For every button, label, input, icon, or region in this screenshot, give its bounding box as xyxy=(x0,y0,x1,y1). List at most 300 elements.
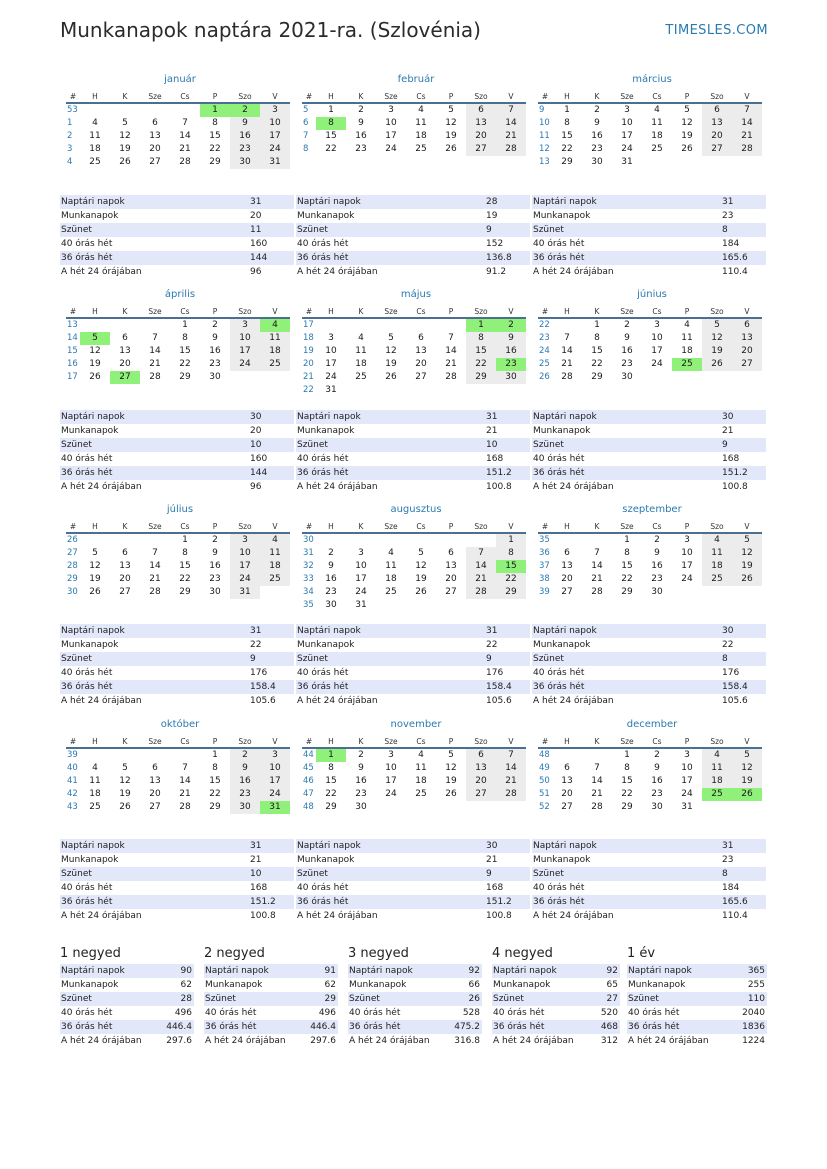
day-cell: 14 xyxy=(591,561,603,571)
day-cell: 23 xyxy=(230,788,260,801)
stat-value: 9 xyxy=(486,654,492,664)
stat-value: 29 xyxy=(324,994,336,1004)
stat-value: 62 xyxy=(324,980,336,990)
day-cell: 30 xyxy=(651,587,663,597)
stat-value: 176 xyxy=(250,668,268,678)
day-cell: 17 xyxy=(230,560,260,573)
month-calendar xyxy=(538,89,766,182)
stat-row xyxy=(532,638,766,652)
month-stats xyxy=(532,410,766,494)
stat-label: Naptári napok xyxy=(533,197,597,207)
stat-row xyxy=(348,992,482,1006)
day-cell: 9 xyxy=(230,117,260,130)
day-cell: 3 xyxy=(260,749,290,762)
stat-value: 176 xyxy=(722,668,740,678)
day-cell: 4 xyxy=(418,750,424,760)
stat-row xyxy=(627,978,767,992)
day-cell: 16 xyxy=(355,776,367,786)
stat-value: 8 xyxy=(722,654,728,664)
day-cell: 3 xyxy=(654,320,660,330)
day-cell: 12 xyxy=(89,561,101,571)
stat-value: 30 xyxy=(486,841,498,851)
stat-label: Szünet xyxy=(61,869,92,879)
day-cell: 9 xyxy=(496,332,526,345)
day-cell: 2 xyxy=(594,105,600,115)
stat-label: Munkanapok xyxy=(297,211,355,221)
week-number: 13 xyxy=(539,157,550,167)
day-cell: 11 xyxy=(702,762,732,775)
empty-cell xyxy=(702,801,732,814)
day-cell: 28 xyxy=(466,586,496,599)
stat-label: A hét 24 órájában xyxy=(533,911,614,921)
month-12 xyxy=(538,716,766,827)
day-cell: 10 xyxy=(385,763,397,773)
day-cell: 12 xyxy=(702,332,732,345)
day-cell: 6 xyxy=(152,118,158,128)
day-cell: 11 xyxy=(415,118,427,128)
stat-row xyxy=(532,480,766,494)
day-cell: 4 xyxy=(92,118,98,128)
empty-cell xyxy=(436,534,466,547)
stat-row xyxy=(204,992,338,1006)
stat-row xyxy=(60,424,294,438)
week-number: 14 xyxy=(67,333,78,343)
stat-label: Munkanapok xyxy=(533,855,591,865)
weekday-header: P xyxy=(200,734,230,749)
empty-cell xyxy=(406,384,436,397)
stat-label: 40 órás hét xyxy=(297,883,349,893)
stat-label: Szünet xyxy=(205,994,236,1004)
stat-value: 30 xyxy=(722,412,734,422)
stat-row xyxy=(296,452,530,466)
stat-value: 151.2 xyxy=(250,897,276,907)
day-cell: 19 xyxy=(732,775,762,788)
stat-row xyxy=(492,964,620,978)
weekday-header: K xyxy=(582,519,612,534)
day-cell: 31 xyxy=(621,157,633,167)
empty-cell xyxy=(376,599,406,612)
stat-value: 26 xyxy=(468,994,480,1004)
day-cell: 8 xyxy=(594,333,600,343)
stat-row xyxy=(296,466,530,480)
weekday-header: Cs xyxy=(642,89,672,104)
stat-label: 40 órás hét xyxy=(297,454,349,464)
week-number: 44 xyxy=(303,750,314,760)
day-cell: 7 xyxy=(448,333,454,343)
day-cell: 28 xyxy=(591,802,603,812)
quarter-title: 3 negyed xyxy=(348,946,409,961)
day-cell: 22 xyxy=(209,789,221,799)
quarter-block xyxy=(204,944,338,1048)
week-number: 28 xyxy=(67,561,78,571)
day-cell: 29 xyxy=(591,372,603,382)
month-9 xyxy=(538,501,766,612)
stat-value: 92 xyxy=(468,966,480,976)
weekday-header: K xyxy=(110,519,140,534)
stat-value: 91 xyxy=(324,966,336,976)
weekday-header: H xyxy=(80,304,110,319)
stat-label: 36 órás hét xyxy=(628,1022,680,1032)
day-cell: 15 xyxy=(496,560,526,573)
stat-row xyxy=(296,867,530,881)
month-stats xyxy=(296,624,530,708)
page-title: Munkanapok naptára 2021-ra. (Szlovénia) xyxy=(60,18,481,42)
week-number: 35 xyxy=(539,535,550,545)
day-cell: 26 xyxy=(119,157,131,167)
day-cell: 18 xyxy=(415,131,427,141)
day-cell: 9 xyxy=(654,548,660,558)
month-2 xyxy=(302,71,530,182)
day-cell: 4 xyxy=(260,534,290,547)
day-cell: 22 xyxy=(325,789,337,799)
day-cell: 26 xyxy=(415,587,427,597)
stat-label: 40 órás hét xyxy=(297,668,349,678)
stat-value: 96 xyxy=(250,482,262,492)
stat-value: 31 xyxy=(486,626,498,636)
empty-cell xyxy=(346,319,376,332)
day-cell: 26 xyxy=(89,587,101,597)
stat-label: Szünet xyxy=(493,994,524,1004)
weekday-header: Cs xyxy=(642,304,672,319)
weekday-header: Sze xyxy=(376,89,406,104)
week-number: 11 xyxy=(539,131,550,141)
day-cell: 21 xyxy=(179,789,191,799)
stat-row xyxy=(60,1006,194,1020)
day-cell: 23 xyxy=(496,358,526,371)
stat-row xyxy=(492,1034,620,1048)
stat-value: 365 xyxy=(747,966,765,976)
day-cell: 18 xyxy=(385,574,397,584)
month-name: december xyxy=(626,719,678,730)
day-cell: 21 xyxy=(496,130,526,143)
month-stats xyxy=(532,839,766,923)
weekday-header: Sze xyxy=(140,304,170,319)
weekday-header: Szo xyxy=(702,734,732,749)
empty-cell xyxy=(642,156,672,169)
stat-label: A hét 24 órájában xyxy=(533,267,614,277)
day-cell: 8 xyxy=(182,333,188,343)
stat-value: 96 xyxy=(250,267,262,277)
day-cell: 22 xyxy=(621,574,633,584)
day-cell: 5 xyxy=(684,105,690,115)
day-cell: 13 xyxy=(149,131,161,141)
weekday-header: Szo xyxy=(466,304,496,319)
weekday-header: P xyxy=(672,519,702,534)
stat-row xyxy=(348,1006,482,1020)
stat-label: 40 órás hét xyxy=(61,454,113,464)
stat-value: 176 xyxy=(486,668,504,678)
stat-label: 36 órás hét xyxy=(533,468,585,478)
weekday-header: # xyxy=(302,304,316,319)
day-cell: 30 xyxy=(230,801,260,814)
weekday-header: Cs xyxy=(406,304,436,319)
weekday-header: V xyxy=(496,734,526,749)
stat-row xyxy=(627,964,767,978)
day-cell: 13 xyxy=(732,332,762,345)
stat-label: Naptári napok xyxy=(533,412,597,422)
stat-row xyxy=(60,978,194,992)
stat-label: 40 órás hét xyxy=(628,1008,680,1018)
day-cell: 8 xyxy=(624,548,630,558)
stat-row xyxy=(532,680,766,694)
weekday-header: P xyxy=(200,519,230,534)
day-cell: 1 xyxy=(316,749,346,762)
day-cell: 24 xyxy=(651,359,663,369)
stat-row xyxy=(348,964,482,978)
day-cell: 18 xyxy=(702,560,732,573)
day-cell: 30 xyxy=(209,587,221,597)
empty-cell xyxy=(702,371,732,384)
day-cell: 18 xyxy=(415,776,427,786)
stat-row xyxy=(60,895,294,909)
weekday-header: K xyxy=(582,304,612,319)
week-number: 30 xyxy=(303,535,314,545)
day-cell: 25 xyxy=(702,573,732,586)
weekday-header: P xyxy=(436,89,466,104)
stat-row xyxy=(60,410,294,424)
day-cell: 4 xyxy=(388,548,394,558)
week-number: 9 xyxy=(539,105,545,115)
stat-label: Munkanapok xyxy=(61,426,119,436)
stat-label: Naptári napok xyxy=(61,841,125,851)
day-cell: 10 xyxy=(260,117,290,130)
weekday-header: Sze xyxy=(612,89,642,104)
day-cell: 7 xyxy=(732,104,762,117)
empty-cell xyxy=(552,534,582,547)
day-cell: 28 xyxy=(496,143,526,156)
week-number: 48 xyxy=(539,750,550,760)
stat-row xyxy=(60,881,294,895)
day-cell: 23 xyxy=(209,574,221,584)
weekday-header: Szo xyxy=(230,304,260,319)
day-cell: 22 xyxy=(325,144,337,154)
empty-cell xyxy=(140,319,170,332)
week-number: 29 xyxy=(67,574,78,584)
weekday-header: # xyxy=(302,89,316,104)
day-cell: 27 xyxy=(119,587,131,597)
stat-row xyxy=(60,694,294,708)
day-cell: 7 xyxy=(466,547,496,560)
month-name: március xyxy=(632,74,672,85)
page-header xyxy=(60,18,768,48)
week-number: 46 xyxy=(303,776,314,786)
day-cell: 26 xyxy=(445,144,457,154)
stat-row xyxy=(60,680,294,694)
empty-cell xyxy=(110,749,140,762)
stat-label: A hét 24 órájában xyxy=(533,482,614,492)
month-name: január xyxy=(164,74,196,85)
day-cell: 26 xyxy=(732,788,762,801)
day-cell: 31 xyxy=(355,600,367,610)
day-cell: 8 xyxy=(564,118,570,128)
day-cell: 28 xyxy=(179,802,191,812)
empty-cell xyxy=(260,586,290,599)
week-number: 30 xyxy=(67,587,78,597)
day-cell: 15 xyxy=(209,131,221,141)
stat-label: Szünet xyxy=(533,869,564,879)
stat-value: 312 xyxy=(600,1036,618,1046)
stat-value: 8 xyxy=(722,225,728,235)
day-cell: 4 xyxy=(92,763,98,773)
day-cell: 12 xyxy=(415,561,427,571)
day-cell: 2 xyxy=(624,320,630,330)
stat-value: 30 xyxy=(722,626,734,636)
weekday-header: # xyxy=(538,304,552,319)
stat-row xyxy=(532,909,766,923)
day-cell: 3 xyxy=(684,750,690,760)
empty-cell xyxy=(376,534,406,547)
stat-row xyxy=(348,978,482,992)
empty-cell xyxy=(80,749,110,762)
weekday-header: H xyxy=(552,519,582,534)
day-cell: 16 xyxy=(496,345,526,358)
day-cell: 30 xyxy=(355,802,367,812)
day-cell: 5 xyxy=(448,105,454,115)
stat-value: 62 xyxy=(180,980,192,990)
day-cell: 1 xyxy=(496,534,526,547)
stat-row xyxy=(60,251,294,265)
stat-value: 496 xyxy=(174,1008,192,1018)
empty-cell xyxy=(80,534,110,547)
stat-value: 22 xyxy=(250,640,262,650)
day-cell: 1 xyxy=(466,319,496,332)
weekday-header: P xyxy=(672,89,702,104)
day-cell: 29 xyxy=(561,157,573,167)
month-stats xyxy=(60,195,294,279)
stat-value: 22 xyxy=(486,640,498,650)
stat-label: Szünet xyxy=(61,440,92,450)
day-cell: 17 xyxy=(681,561,693,571)
stat-label: 36 órás hét xyxy=(533,253,585,263)
day-cell: 27 xyxy=(149,802,161,812)
stat-label: 40 órás hét xyxy=(533,239,585,249)
stat-value: 20 xyxy=(250,426,262,436)
empty-cell xyxy=(406,534,436,547)
week-number: 45 xyxy=(303,763,314,773)
day-cell: 24 xyxy=(260,788,290,801)
day-cell: 5 xyxy=(122,118,128,128)
week-number: 25 xyxy=(539,359,550,369)
day-cell: 8 xyxy=(212,118,218,128)
stat-value: 100.8 xyxy=(722,482,748,492)
stat-label: Szünet xyxy=(297,654,328,664)
empty-cell xyxy=(466,534,496,547)
month-calendar xyxy=(302,734,530,827)
week-number: 51 xyxy=(539,789,550,799)
week-number: 2 xyxy=(67,131,73,141)
stat-row xyxy=(532,195,766,209)
day-cell: 5 xyxy=(448,750,454,760)
day-cell: 14 xyxy=(149,561,161,571)
stat-label: 36 órás hét xyxy=(533,897,585,907)
stat-value: 446.4 xyxy=(310,1022,336,1032)
day-cell: 14 xyxy=(149,346,161,356)
month-name: június xyxy=(637,289,667,300)
week-number: 33 xyxy=(303,574,314,584)
stat-label: 36 órás hét xyxy=(61,897,113,907)
quarter-title: 1 év xyxy=(627,946,656,961)
day-cell: 30 xyxy=(209,372,221,382)
day-cell: 18 xyxy=(702,775,732,788)
day-cell: 6 xyxy=(466,749,496,762)
empty-cell xyxy=(582,749,612,762)
day-cell: 3 xyxy=(260,104,290,117)
day-cell: 28 xyxy=(496,788,526,801)
empty-cell xyxy=(496,599,526,612)
month-11 xyxy=(302,716,530,827)
day-cell: 12 xyxy=(445,118,457,128)
week-number: 49 xyxy=(539,763,550,773)
day-cell: 7 xyxy=(496,749,526,762)
weekday-header: K xyxy=(582,89,612,104)
weekday-header: Sze xyxy=(612,734,642,749)
weekday-header: K xyxy=(110,734,140,749)
stat-label: 40 órás hét xyxy=(61,239,113,249)
day-cell: 1 xyxy=(212,750,218,760)
day-cell: 8 xyxy=(182,548,188,558)
day-cell: 16 xyxy=(209,561,221,571)
day-cell: 7 xyxy=(182,763,188,773)
stat-row xyxy=(296,480,530,494)
day-cell: 25 xyxy=(89,157,101,167)
day-cell: 18 xyxy=(355,359,367,369)
day-cell: 30 xyxy=(230,156,260,169)
stat-row xyxy=(204,964,338,978)
day-cell: 20 xyxy=(445,574,457,584)
stat-row xyxy=(627,1034,767,1048)
month-name: július xyxy=(166,504,194,515)
weekday-header: V xyxy=(732,304,762,319)
stat-value: 9 xyxy=(486,225,492,235)
weekday-header: Szo xyxy=(230,519,260,534)
stat-row xyxy=(296,624,530,638)
stat-label: 40 órás hét xyxy=(297,239,349,249)
stat-label: Munkanapok xyxy=(61,855,119,865)
stat-row xyxy=(532,438,766,452)
weekday-header: Cs xyxy=(170,734,200,749)
day-cell: 21 xyxy=(591,789,603,799)
day-cell: 7 xyxy=(152,548,158,558)
weekday-header: V xyxy=(496,519,526,534)
stat-label: 40 órás hét xyxy=(61,883,113,893)
day-cell: 23 xyxy=(651,789,663,799)
day-cell: 14 xyxy=(496,117,526,130)
day-cell: 19 xyxy=(119,789,131,799)
day-cell: 15 xyxy=(179,346,191,356)
day-cell: 4 xyxy=(358,333,364,343)
week-number: 34 xyxy=(303,587,314,597)
day-cell: 25 xyxy=(260,358,290,371)
stat-label: Munkanapok xyxy=(533,640,591,650)
stat-row xyxy=(60,909,294,923)
stat-row xyxy=(627,992,767,1006)
day-cell: 7 xyxy=(182,118,188,128)
month-name: szeptember xyxy=(622,504,682,515)
weekday-header: V xyxy=(260,519,290,534)
site-link[interactable]: TIMESLES.COM xyxy=(665,23,768,38)
stat-label: Naptári napok xyxy=(61,412,125,422)
stat-value: 105.6 xyxy=(722,696,748,706)
stat-row xyxy=(627,1006,767,1020)
stat-value: 168 xyxy=(722,454,740,464)
day-cell: 5 xyxy=(702,319,732,332)
stat-row xyxy=(296,237,530,251)
stat-label: A hét 24 órájában xyxy=(533,696,614,706)
weekday-header: Sze xyxy=(612,519,642,534)
day-cell: 31 xyxy=(325,385,337,395)
weekday-header: Szo xyxy=(230,89,260,104)
empty-cell xyxy=(672,586,702,599)
